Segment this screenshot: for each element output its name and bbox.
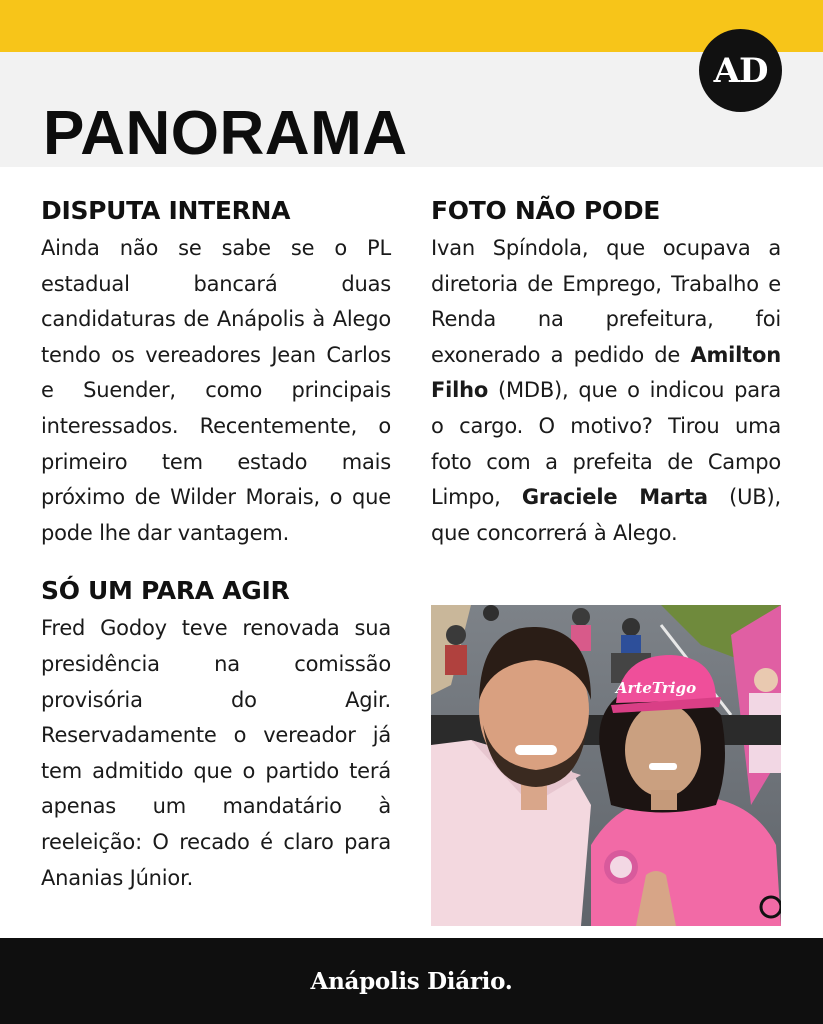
news-photo xyxy=(431,605,781,926)
section-foto-nao-pode xyxy=(431,193,781,551)
section-heading: DISPUTA INTERNA xyxy=(41,196,291,225)
page-title: PANORAMA xyxy=(43,99,408,168)
brand-name: Anápolis Diário. xyxy=(310,967,513,995)
left-column xyxy=(41,193,391,896)
body-text: Ivan Spíndola, que ocupava a diretoria de Emprego, Trabalho e Renda na prefeitura, foi exonerado a pedido de xyxy=(431,236,781,367)
body-text: (UB), que concorrerá à Alego. xyxy=(431,485,781,545)
person-name: Amilton Filho xyxy=(431,342,781,403)
section-so-um-para-agir xyxy=(41,573,391,896)
logo-badge: AD xyxy=(699,29,782,112)
right-column xyxy=(431,193,781,551)
section-disputa-interna xyxy=(41,193,391,551)
footer-bar xyxy=(0,938,823,1024)
section-heading: SÓ UM PARA AGIR xyxy=(41,576,290,606)
top-accent-bar xyxy=(0,0,823,52)
section-body xyxy=(431,231,781,551)
section-heading: FOTO NÃO PODE xyxy=(431,196,661,225)
cap-logo-text: ArteTrigo xyxy=(615,679,697,697)
photo-illustration xyxy=(431,605,781,926)
section-body: Ainda não se sabe se o PL estadual bancará duas candidaturas de Anápolis à Alego tendo os vereadores Jean Carlos e Suender, como principais interessados. Recentemente, o primeiro tem estado mais próximo de Wilder Morais, o que pode lhe dar vantagem. xyxy=(41,236,391,545)
body-text: (MDB), que o indicou para o cargo. O motivo? Tirou uma foto com a prefeita de Campo Limpo, xyxy=(431,378,781,510)
section-body: Fred Godoy teve renovada sua presidência na comissão provisória do Agir. Reservadamente o vereador já tem admitido que o partido terá apenas um mandatário à reeleição: O recado é claro para Ananias Júnior. xyxy=(41,616,391,890)
person-name: Graciele Marta xyxy=(521,485,708,510)
